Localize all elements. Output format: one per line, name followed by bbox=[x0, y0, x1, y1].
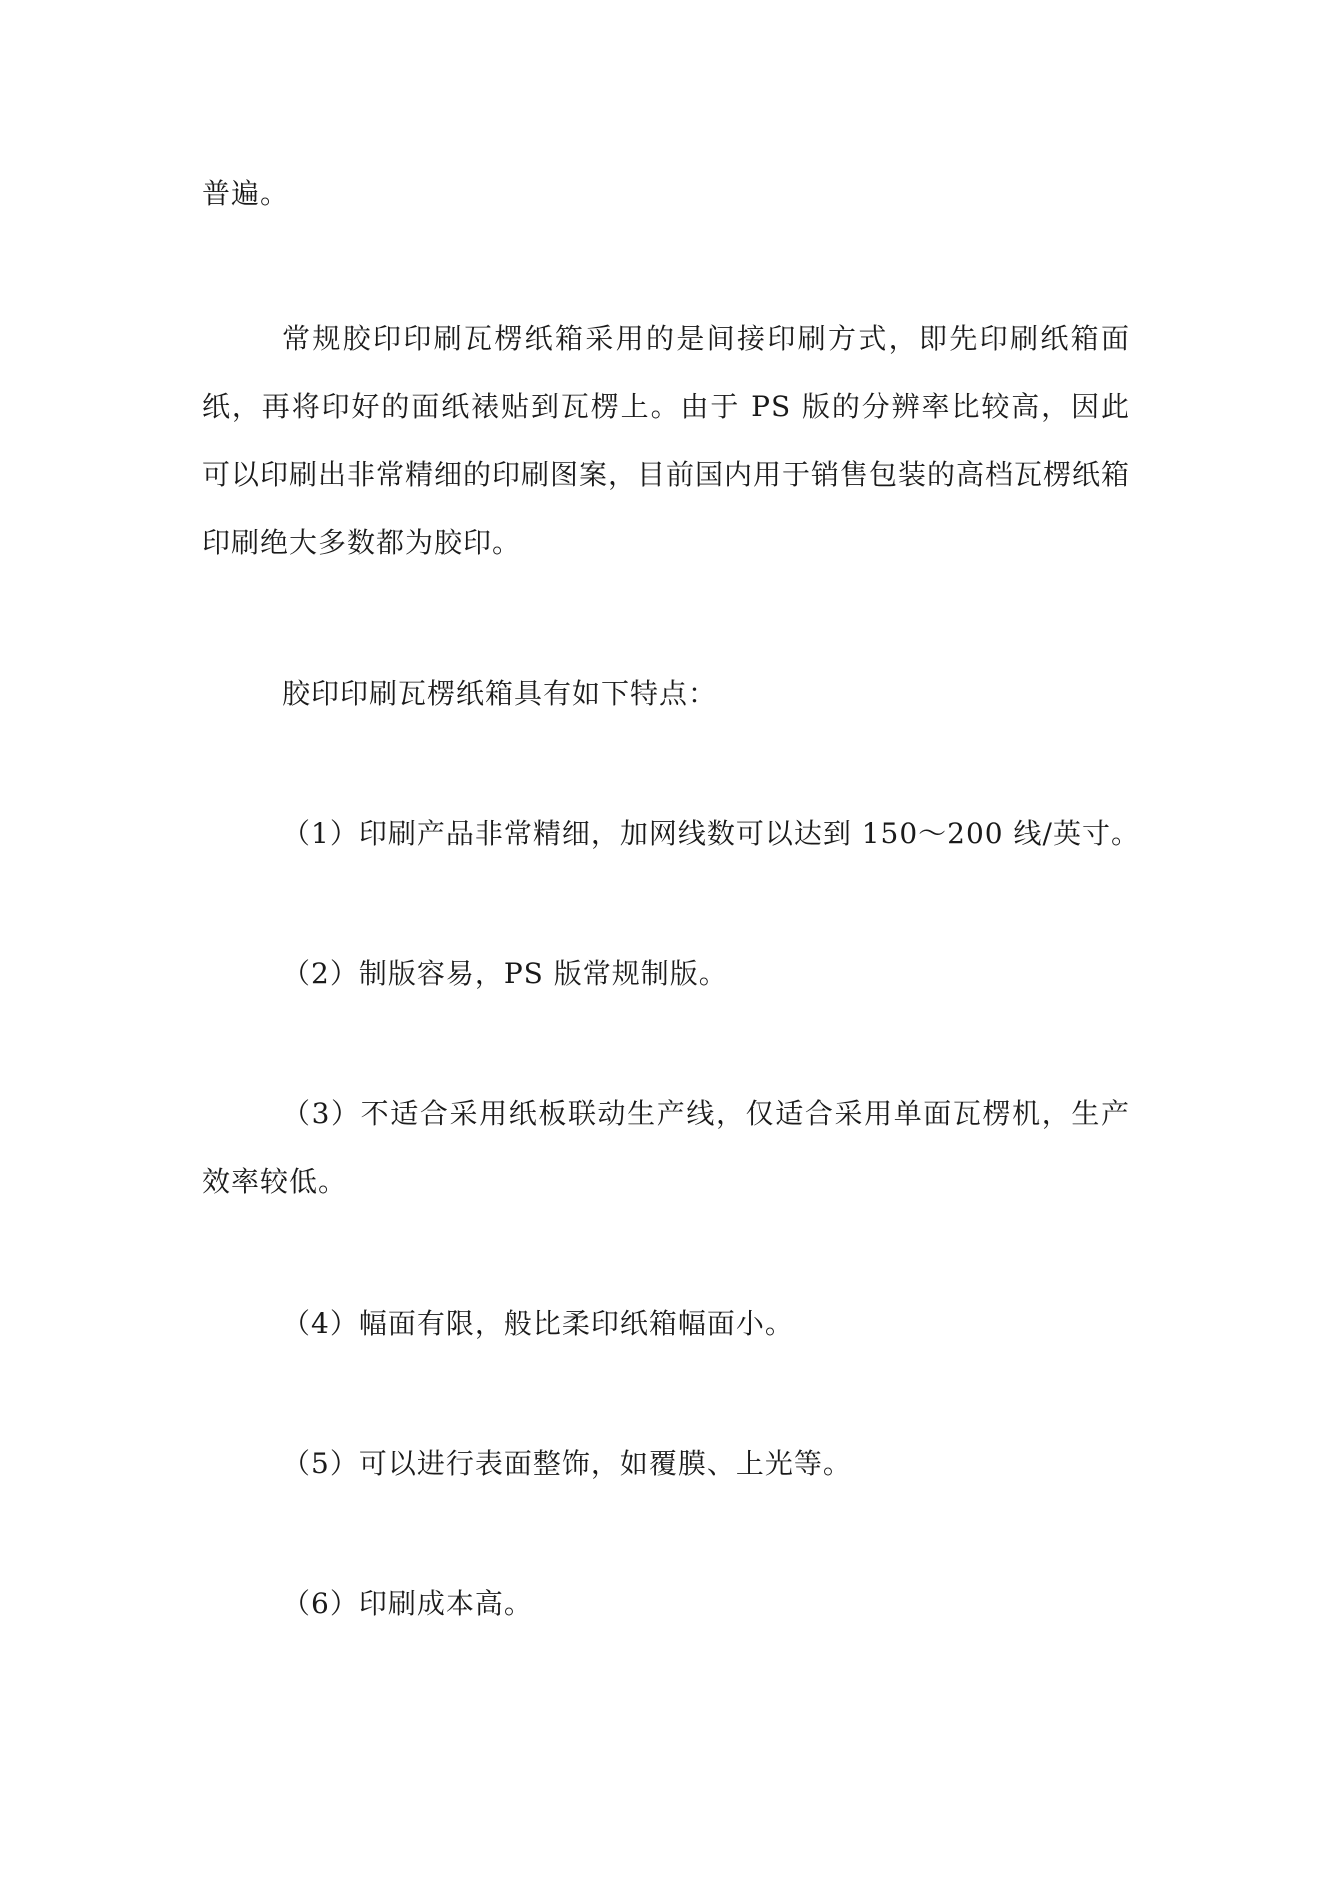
paragraph-offset-printing-intro: 常规胶印印刷瓦楞纸箱采用的是间接印刷方式，即先印刷纸箱面纸，再将印好的面纸裱贴到瓦楞上。由于 PS 版的分辨率比较高，因此可以印刷出非常精细的印刷图案，目前国内用于销售包装的高档瓦楞纸箱印刷绝大多数都为胶印。 bbox=[202, 322, 1131, 559]
paragraph-features-heading: 胶印印刷瓦楞纸箱具有如下特点： bbox=[282, 677, 718, 710]
list-item-5: （5）可以进行表面整饰，如覆膜、上光等。 bbox=[282, 1447, 852, 1480]
list-item-6: （6）印刷成本高。 bbox=[282, 1587, 533, 1620]
list-item-3: （3）不适合采用纸板联动生产线，仅适合采用单面瓦楞机，生产效率较低。 bbox=[202, 1097, 1130, 1198]
paragraph-continuation: 普遍。 bbox=[202, 177, 290, 210]
list-item-1: （1）印刷产品非常精细，加网线数可以达到 150～200 线/英寸。 bbox=[282, 817, 1140, 850]
list-item-4: （4）幅面有限，般比柔印纸箱幅面小。 bbox=[282, 1307, 794, 1340]
list-item-2: （2）制版容易，PS 版常规制版。 bbox=[282, 957, 728, 990]
